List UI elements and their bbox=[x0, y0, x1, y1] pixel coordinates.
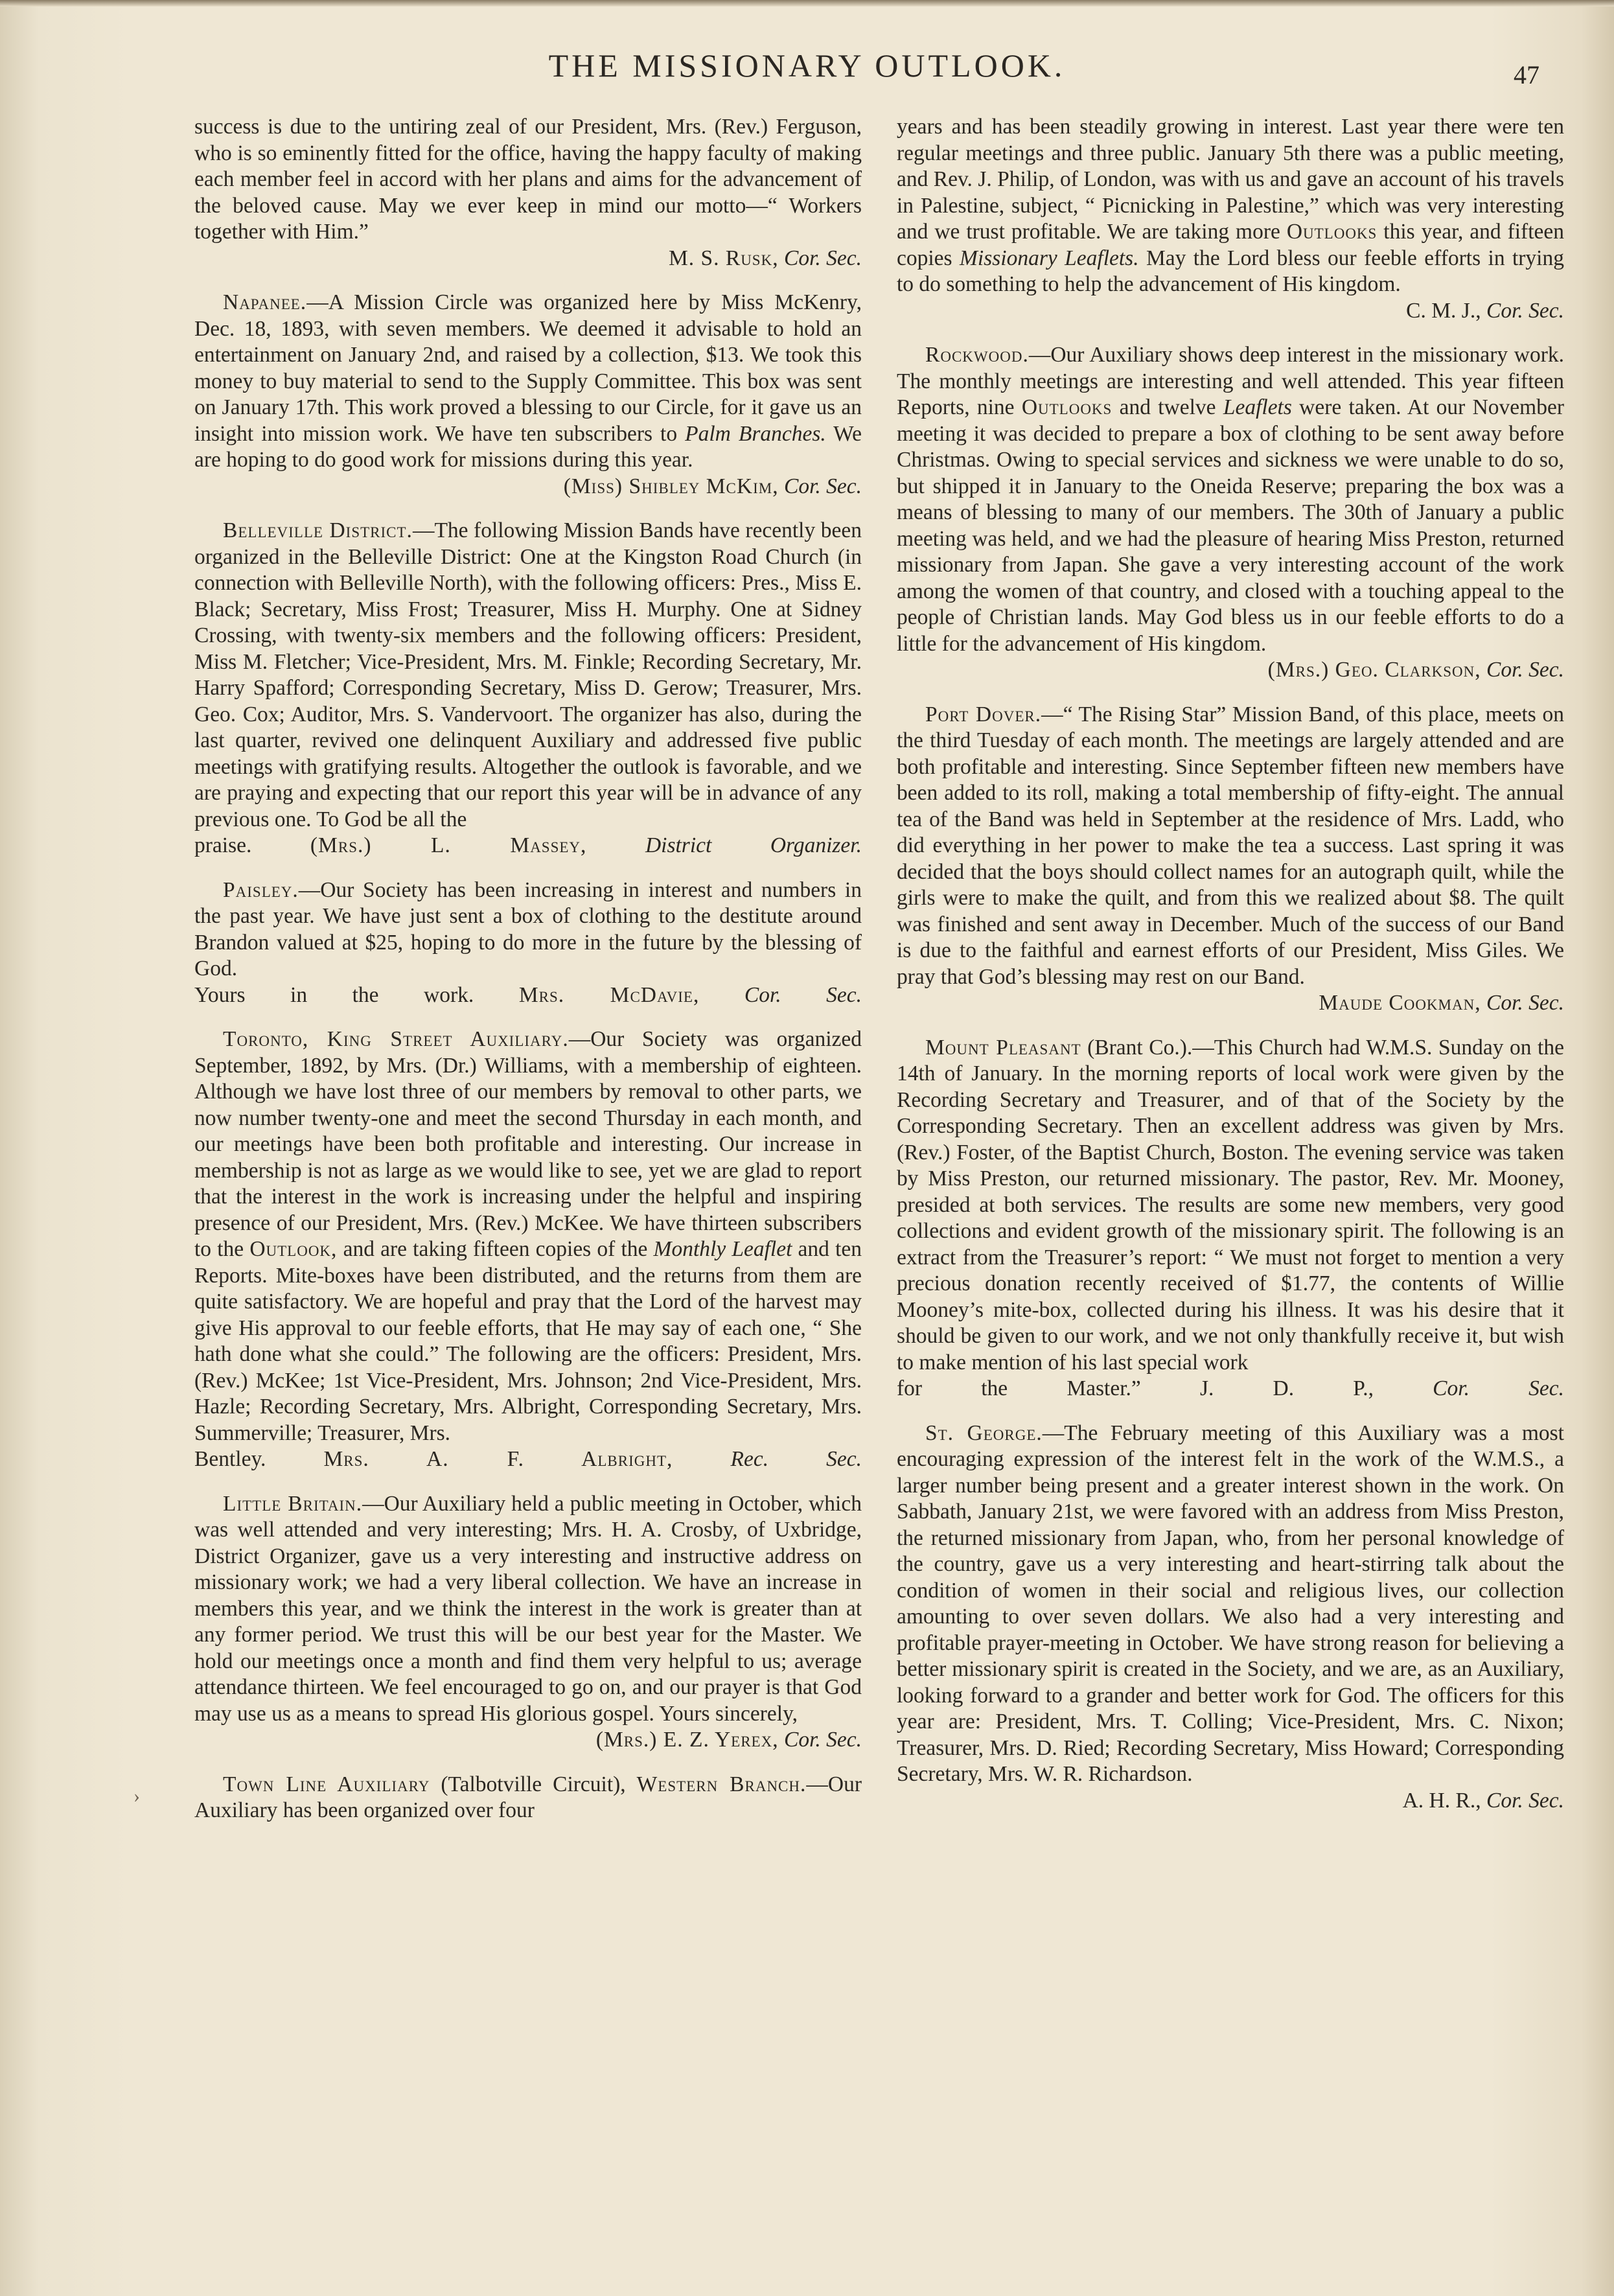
little-britain-signature: (Mrs.) E. Z. Yerex, Cor. Sec. bbox=[595, 1728, 862, 1752]
mount-pleasant-heading: Mount Pleasant bbox=[925, 1035, 1081, 1060]
port-dover-signature: Maude Cookman, Cor. Sec. bbox=[1319, 991, 1564, 1015]
margin-mark: › bbox=[133, 1785, 140, 1807]
st-george-signature: A. H. R., Cor. Sec. bbox=[1402, 1788, 1564, 1813]
port-dover-heading: Port Dover. bbox=[925, 702, 1042, 726]
rockwood-paragraph: Rockwood.—Our Auxiliary shows deep interest in the missionary work. The monthly meetings are interesting and well attended. This year fifteen Reports, nine Outlooks and twelve Leaflets were taken. At our November meeting it was decided to prepare a box of clothing to be sent away before Christmas. Owing to special services and sickness we were unable to do so, but shipped it in January to the Oneida Reserve; preparing the box was a means of blessing to many of our members. The 30th of January a public meeting was held, and we had the pleasure of hearing Miss Preston, returned missionary from Japan. She gave a very interesting account of the work among the women of that country, and closed with a touching appeal to the people of Christian lands. May God bless us in our feeble efforts to do a little for the advancement of His kingdom. bbox=[897, 343, 1564, 656]
page-number: 47 bbox=[1514, 60, 1539, 89]
belleville-paragraph: Belleville District.—The following Mission Bands have recently been organized in the Belleville District: One at the Kingston Road Church (in connection with Belleville North), with the following officers: Pres., Miss E. Black; Secretary, Miss Frost; Treasurer, Miss H. Murphy. One at Sidney Crossing, with twenty-six members and the following officers: President, Miss M. Fletcher; Vice-President, Mrs. M. Finkle; Recording Secretary, Mr. Harry Spafford; Corresponding Secretary, Miss D. Gerow; Treasurer, Mrs. Geo. Cox; Auditor, Mrs. S. Vandervoort. The organizer has also, during the last quarter, revived one delinquent Auxiliary and addressed five public meetings with gratifying results. Altogether the outlook is favorable, and we are praying and expecting that our report this year will be in advance of any previous one. To God be all the bbox=[194, 518, 862, 831]
right-column bbox=[897, 114, 1564, 1832]
intro-paragraph: success is due to the untiring zeal of our President, Mrs. (Rev.) Ferguson, who is so eminently fitted for the office, having the happy faculty of making each member feel in accord with her plans and aims for the advancement of the beloved cause. May we ever keep in mind our motto—“ Workers together with Him.” bbox=[194, 115, 862, 244]
belleville-signature: praise. (Mrs.) L. Massey, District Organizer. bbox=[194, 833, 862, 857]
town-line-continued-paragraph: years and has been steadily growing in interest. Last year there were ten regular meetings and three public. January 5th there was a public meeting, and Rev. J. Philip, of London, was with us and gave an account of his travels in Palestine, subject, “ Picnicking in Palestine,” which was very interesting and we trust profitable. We are taking more Outlooks this year, and fifteen copies Missionary Leaflets. May the Lord bless our feeble efforts in trying to do something to help the advancement of His kingdom. bbox=[897, 115, 1564, 296]
toronto-signature: Bentley. Mrs. A. F. Albright, Rec. Sec. bbox=[194, 1447, 862, 1471]
town-line-signature: C. M. J., Cor. Sec. bbox=[1406, 298, 1564, 323]
napanee-signature: (Miss) Shibley McKim, Cor. Sec. bbox=[563, 474, 862, 498]
paisley-heading: Paisley. bbox=[223, 877, 299, 902]
napanee-heading: Napanee. bbox=[223, 290, 307, 314]
toronto-paragraph: Toronto, King Street Auxiliary.—Our Society was organized September, 1892, by Mrs. (Dr.) Williams, with a membership of eighteen. Although we have lost three of our members by removal to other parts, we now number twenty-one and meet the second Thursday in each month, and our meetings have been both profitable and interesting. Our increase in membership is not as large as we would like to see, yet we are glad to report that the interest in the work is increasing under the helpful and inspiring presence of our President, Mrs. (Rev.) McKee. We have thirteen subscribers to the Outlook, and are taking fifteen copies of the Monthly Leaflet and ten Reports. Mite-boxes have been distributed, and the returns from them are quite satisfactory. We are hopeful and pray that the Lord of the harvest may give His approval to our feeble efforts, that He may say of each one, “ She hath done what she could.” The following are the officers: President, Mrs. (Rev.) McKee; 1st Vice-President, Mrs. Johnson; 2nd Vice-President, Mrs. Hazle; Recording Secretary, Mrs. Albright, Corresponding Secretary, Mrs. Summerville; Treasurer, Mrs. bbox=[194, 1027, 862, 1445]
port-dover-paragraph: Port Dover.—“ The Rising Star” Mission Band, of this place, meets on the third Tuesday of each month. The meetings are largely attended and are both profitable and interesting. Since September fifteen new members have been added to its roll, making a total membership of fifty-eight. The annual tea of the Band was held in September at the residence of Mrs. Ladd, who did everything in her power to make the tea a success. Last spring it was decided that the boys should collect names for an autograph quilt, while the girls were to make the quilt, and from this we realized about $8. The quilt was finished and sent away in December. Much of the success of our Band is due to the faithful and earnest efforts of our President, Miss Giles. We pray that God’s blessing may rest on our Band. bbox=[897, 702, 1564, 989]
paisley-paragraph: Paisley.—Our Society has been increasing in interest and numbers in the past year. We have just sent a box of clothing to the destitute around Brandon valued at $25, hoping to do more in the future by the blessing of God. bbox=[194, 877, 862, 980]
st-george-heading: St. George. bbox=[925, 1421, 1043, 1445]
left-column bbox=[194, 114, 862, 1824]
rockwood-signature: (Mrs.) Geo. Clarkson, Cor. Sec. bbox=[1267, 658, 1564, 682]
town-line-heading: Town Line Auxiliary bbox=[223, 1772, 430, 1796]
mount-pleasant-paragraph: Mount Pleasant (Brant Co.).—This Church had W.M.S. Sunday on the 14th of January. In the morning reports of local work were given by the Recording Secretary and Treasurer, and of that of the Society by the Corresponding Secretary. Then an excellent address was given by Mrs. (Rev.) Foster, of the Baptist Church, Boston. The evening service was taken by Miss Preston, our returned missionary. The pastor, Rev. Mr. Mooney, presided at both services. The results are some new members, very good collections and evident growth of the missionary spirit. The following is an extract from the Treasurer’s report: “ We must not forget to mention a very precious donation recently received of $1.77, the contents of Willie Mooney’s mite-box, collected during his illness. It was his desire that it should be given to our work, and we not only thankfully receive it, but wish to make mention of his last special work bbox=[897, 1035, 1564, 1374]
rockwood-heading: Rockwood. bbox=[925, 343, 1029, 367]
st-george-paragraph: St. George.—The February meeting of this Auxiliary was a most encouraging expression of the interest felt in the work of the W.M.S., a larger number being present and a greater interest shown in the work. On Sabbath, January 21st, we were favored with an address from Miss Preston, the returned missionary from Japan, who, from her personal knowledge of the country, gave us a very interesting and heart-stirring talk about the condition of women in their social and religious lives, our collection amounting to over seven dollars. We also had a very interesting and profitable prayer-meeting in October. We have strong reason for believing a better missionary spirit is created in the Society, and we are, as an Auxiliary, looking forward to a grander and better work for God. The officers for this year are: President, Mrs. T. Colling; Vice-President, Mrs. C. Nixon; Treasurer, Mrs. D. Ried; Recording Secretary, Miss Howard; Corresponding Secretary, Mrs. W. R. Richardson. bbox=[897, 1421, 1564, 1786]
paisley-signature: Yours in the work. Mrs. McDavie, Cor. Sec. bbox=[194, 982, 862, 1007]
intro-signature: M. S. Rusk, Cor. Sec. bbox=[668, 246, 862, 270]
toronto-heading: Toronto, King Street Auxiliary. bbox=[223, 1027, 569, 1051]
town-line-paragraph: Town Line Auxiliary (Talbotville Circuit), Western Branch.—Our Auxiliary has been organized over four bbox=[194, 1772, 862, 1822]
little-britain-heading: Little Britain. bbox=[223, 1491, 363, 1516]
napanee-paragraph: Napanee.—A Mission Circle was organized here by Miss McKenry, Dec. 18, 1893, with seven members. We deemed it advisable to hold an entertainment on January 2nd, and raised by a collection, $13. We took this money to buy material to send to the Supply Committee. This box was sent on January 17th. This work proved a blessing to our Circle, for it gave us an insight into mission work. We have ten subscribers to Palm Branches. We are hoping to do good work for missions during this year. bbox=[194, 290, 862, 472]
belleville-heading: Belleville District. bbox=[223, 518, 413, 542]
page-top-edge bbox=[0, 0, 1614, 6]
little-britain-paragraph: Little Britain.—Our Auxiliary held a public meeting in October, which was well attended and very interesting; Mrs. H. A. Crosby, of Uxbridge, District Organizer, gave us a very interesting and instructive address on missionary work; we had a very liberal collection. We have an increase in members this year, and we think the interest in the work is greater than at any former period. We trust this will be our best year for the Master. We hold our meetings once a month and find them very helpful to us; average attendance thirteen. We feel encouraged to go on, and our prayer is that God may use us as a means to spread His glorious gospel. Yours sincerely, bbox=[194, 1491, 862, 1726]
page-header-title: THE MISSIONARY OUTLOOK. bbox=[548, 47, 1066, 84]
mount-pleasant-signature: for the Master.” J. D. P., Cor. Sec. bbox=[897, 1376, 1565, 1400]
